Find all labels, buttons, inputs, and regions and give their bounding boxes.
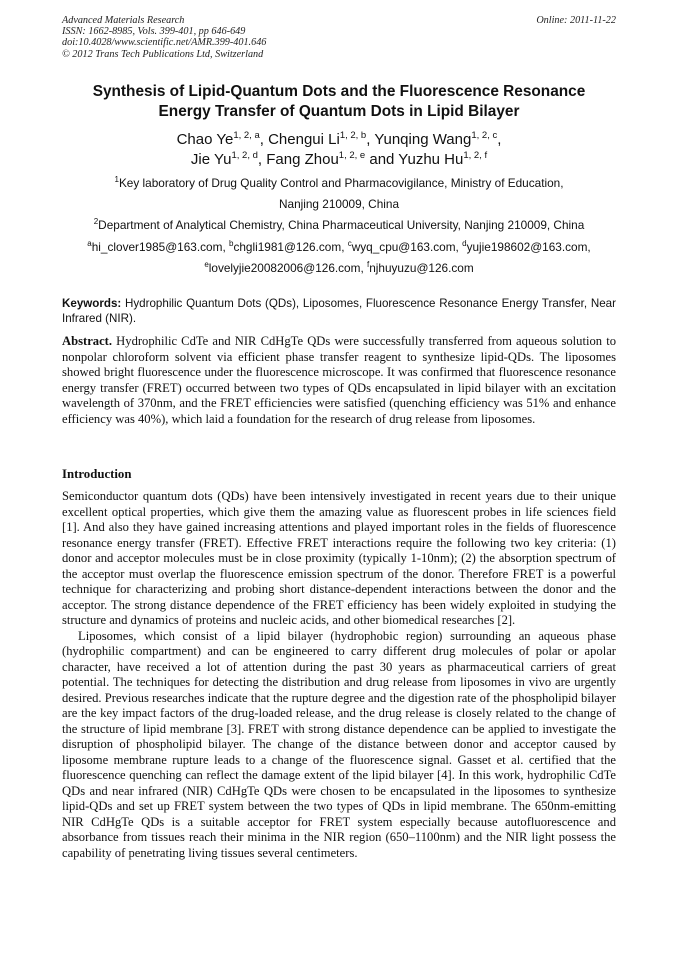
section-heading-introduction: Introduction [62,467,132,481]
author-line-1: Chao Ye$^{1, 2, a}$, Chengui Li$^{1, 2, b}$, Yunqing Wang$^{1, 2, c}$, [176,130,502,148]
author-superscript: 1, 2, b [339,130,367,141]
abstract-label: Abstract. [62,334,113,348]
author-name: Jie Yu [190,150,232,168]
email-address: chgli1981@126.com [233,240,342,254]
author-name: Yunqing Wang [374,131,472,148]
author-line-2: Jie Yu$^{1, 2, d}$, Fang Zhou$^{1, 2, e}$ and Yuzhu Hu$^{1, 2, f}$ [190,149,488,168]
email-superscript: f [367,259,370,269]
author-superscript: 1, 2, d [231,149,258,161]
email-address: njhuyuzu@126.com [369,260,474,275]
title-line-2: Energy Transfer of Quantum Dots in Lipid Bilayer [158,102,520,120]
affiliation-1 [40,173,638,214]
paper-title [40,82,638,121]
email-superscript: d [462,239,467,248]
email-address: hi_clover1985@163.com [91,240,223,254]
affiliation-1-line-2: Nanjing 210009, China [278,196,400,211]
keywords-label: Keywords: [62,297,122,310]
author-superscript: 1, 2, c [471,130,498,141]
affiliation-2-text: Department of Analytical Chemistry, China Pharmaceutical University, Nanjing 210009, China [98,218,585,232]
author-name: Chengui Li [268,131,340,148]
author-superscript: 1, 2, f [463,149,488,161]
abstract [62,334,616,427]
author-name: Yuzhu Hu [398,150,464,168]
issn-line: ISSN: 1662-8985, Vols. 399-401, pp 646-649 [62,26,246,38]
affiliation-1-line-1: Key laboratory of Drug Quality Control and Pharmacovigilance, Ministry of Education, [118,176,564,190]
affiliation-number: 1 [114,175,119,184]
keywords [62,296,616,327]
journal-name: Advanced Materials Research [62,15,185,26]
author-superscript: 1, 2, e [338,149,366,161]
abstract-text: Hydrophilic CdTe and NIR CdHgTe QDs were successfully transferred from aqueous solution to nonpolar chloroform solvent via efficient phase transfer reagent to synthesize lipid-QDs. The liposomes showed bright fluorescence under the fluorescence microscope. It was confirmed that fluorescence resonance energy transfer (FRET) occurred between two types of QDs encapsulated in lipid bilayer with an excitation wavelength of 370nm, and the FRET efficiencies were satisfied (quenching efficiency was 51% and enhance efficiency was 40%), which laid a foundation for the research of drug release from liposomes. [62,334,616,426]
title-line-1: Synthesis of Lipid-Quantum Dots and the Fluorescence Resonance [92,83,586,100]
online-date: Online: 2011-11-22 [536,15,616,26]
affiliation-number: 2 [93,217,99,226]
email-superscript: c [347,239,352,248]
email-superscript: a [87,239,92,248]
email-superscript: b [229,239,234,248]
email-superscript: e [204,259,209,269]
author-superscript: 1, 2, a [233,130,260,141]
email-address: lovelyjie20082006@126.com [208,260,361,275]
author-list [40,130,638,169]
intro-paragraph-1: Semiconductor quantum dots (QDs) have been intensively investigated in recent years due to their unique excellent optical properties, which give them the amazing value as fluorescent probes in life sciences field [1]. And also they have gained increasing attentions and played important roles in the fields of fluorescence resonance energy transfer (FRET). Effective FRET interactions require the following two key criteria: (1) donor and acceptor molecules must be in close proximity (typically 1-10nm); (2) the absorption spectrum of the acceptor must overlap the fluorescence emission spectrum of the donor. Therefore FRET is a powerful technique for characterizing and probing short distance-dependent interactions between the donor and the acceptor. The strong distance dependence of the FRET efficiency has been widely exploited in studying the structure and dynamics of proteins and nucleic acids, and other biomedical researches [2]. [62,489,616,627]
email-address: yujie198602@163.com [466,240,588,254]
journal-header [62,15,616,60]
introduction-body [62,489,616,861]
email-line-1: $^a$hi_clover1985@163.com, $^b$chgli1981@126.com, $^c$wyq_cpu@163.com, $^d$yujie198602@163.com, [87,239,591,254]
doi-line: doi:10.4028/www.scientific.net/AMR.399-401.646 [62,37,267,49]
copyright-line: © 2012 Trans Tech Publications Ltd, Switzerland [62,48,264,60]
email-list [40,237,638,278]
author-name: Fang Zhou [266,150,339,168]
email-address: wyq_cpu@163.com [351,240,456,254]
affiliation-2 [40,215,638,236]
email-line-2: $^e$lovelyjie20082006@126.com, $^f$njhuyuzu@126.com [204,259,474,275]
author-name: Chao Ye [176,131,234,148]
keywords-text: Hydrophilic Quantum Dots (QDs), Liposomes, Fluorescence Resonance Energy Transfer, Near Infrared (NIR). [62,297,616,326]
intro-paragraph-2: Liposomes, which consist of a lipid bilayer (hydrophobic region) surrounding an aqueous phase (hydrophilic compartment) and can be engineered to carry different drug molecules of polar or apolar character, have received a lot of attention during the past 30 years as pharmaceutical carriers of great potential. The techniques for detecting the distribution and drug release from liposomes in vivo are urgently desired. Previous researches indicate that the rupture degree and the digestion rate of the phospholipid bilayer are the key impact factors of the drug-loaded release, and the drug release is closely related to the change of the structure of lipid membrane [3]. FRET with strong distance dependence can be applied to investigate the disruption of phospholipid bilayer. The change of the distance between donor and acceptor caused by liposome membrane rupture leads to a change of the fluorescence signal. Gasset et al. certified that the fluorescence quenching can reflect the damage extent of the lipid bilayer [4]. In this work, hydrophilic CdTe QDs and near infrared (NIR) CdHgTe QDs were chosen to be encapsulated in the liposomes to synthesize lipid-QDs and set up FRET system between the two types of QDs in lipid membrane. The 650nm-emitting NIR CdHgTe QDs is a suitable acceptor for FRET system especially because autofluorescence and absorbance from tissues reach their minima in the NIR region (650–1100nm) and the NIR light possess the capability of penetrating living tissues several centimeters. [62,628,616,860]
